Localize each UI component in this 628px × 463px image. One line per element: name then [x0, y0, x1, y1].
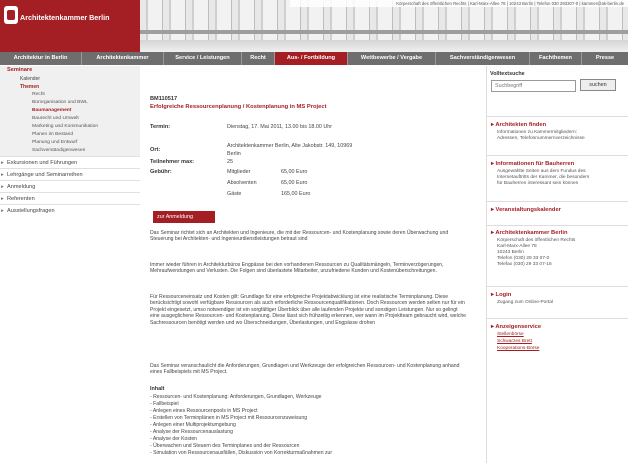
sidebar-themen[interactable]: Themen: [20, 84, 40, 90]
sidebar-ausstellungsfragen[interactable]: ▸ Ausstellungsfragen: [0, 204, 140, 216]
sidebar-topic-marketing[interactable]: Marketing und Kommunikation: [32, 124, 99, 129]
sidebar-topic-recht[interactable]: Recht: [32, 92, 45, 97]
inhalt-item: - Simulation von Ressourcenausfällen, Diskussion von Korrekturmaßnahmen zur: [150, 450, 333, 456]
box-bauherren: [487, 155, 628, 186]
sidebar-anmeldung[interactable]: ▸ Anmeldung: [0, 180, 140, 192]
box-text: Internetauftritts der Kammer, die besonders: [497, 175, 590, 180]
box-anzeigenservice: [487, 318, 628, 351]
termin-value: Dienstag, 17. Mai 2011, 13.00 bis 18.00 Uhr: [227, 124, 333, 130]
inhalt-heading: Inhalt: [150, 386, 165, 392]
anzeigenservice-link[interactable]: ▸ Anzeigenservice: [491, 324, 541, 330]
box-text: Adressen, Telefonnummernverzeichnisse: [497, 136, 585, 141]
box-veranstaltungskalender: [487, 201, 628, 213]
sidebar-referenten[interactable]: ▸ Referenten: [0, 192, 140, 204]
register-button[interactable]: zur Anmeldung: [153, 211, 215, 223]
header: [0, 0, 628, 52]
box-text: Körperschaft des öffentlichen Rechts: [497, 238, 576, 243]
ort-value-line1: Architektenkammer Berlin, Alte Jakobstr. 149, 10969: [227, 143, 353, 149]
seminar-title: Erfolgreiche Ressourcenplanung / Kostenplanung in MS Project: [150, 104, 327, 110]
left-sidebar: [0, 66, 140, 463]
box-text: Telefon (030) 29 33 07-0: [497, 256, 550, 261]
nav-recht[interactable]: Recht: [242, 52, 275, 65]
description-paragraph-1: Das Seminar richtet sich an Architekten und Ingenieure, die mit der Ressourcen- und Kostenplanung sowie deren Überwachung und Steuerung bei Architekten- und Ingenieurdienstleistungen betraut sind: [150, 230, 449, 243]
nav-presse[interactable]: Presse: [595, 55, 615, 61]
box-text: 10243 Berlin: [497, 250, 524, 255]
box-architekten-finden: [487, 116, 628, 141]
ort-value-line2: Berlin: [227, 151, 241, 157]
sidebar-seminare[interactable]: Seminare: [7, 67, 33, 73]
fee-group-absolventen: Absolventen: [227, 180, 257, 186]
sidebar-topic-baurecht[interactable]: Baurecht und Umwelt: [32, 116, 79, 121]
inhalt-item: - Überwachen und Steuern des Terminplanes und der Ressourcen: [150, 443, 300, 449]
nav-wettbewerbe-vergabe[interactable]: Wettbewerbe / Vergabe: [348, 52, 436, 65]
box-text: Ausgewählte Seiten aus dem Fundus des: [497, 169, 586, 174]
veranstaltungskalender-link[interactable]: ▸ Veranstaltungskalender: [491, 207, 561, 213]
box-text: Telefax (030) 29 33 07-16: [497, 262, 552, 267]
teilnehmer-label: Teilnehmer max:: [150, 159, 195, 165]
architekten-finden-link[interactable]: ▸ Architekten finden: [491, 122, 546, 128]
teilnehmer-value: 25: [227, 159, 233, 165]
fee-group-gaeste: Gäste: [227, 191, 242, 197]
sidebar-topic-sachverstaendigenwesen[interactable]: Sachverständigenwesen: [32, 148, 86, 153]
inhalt-item: - Anlegen einer Multiprojektumgebung: [150, 422, 236, 428]
bauherren-link[interactable]: ▸ Informationen für Bauherren: [491, 161, 574, 167]
search-heading: Volltextsuche: [490, 71, 525, 77]
inhalt-item: - Fallbeispiel: [150, 401, 179, 407]
description-paragraph-2: Immer wieder führen in Architekturbüros Engpässe bei den vorhandenen Ressourcen zu Qualitätsmängeln, Terminverzögerungen, Mehraufwendungen und Verlusten. Die Folgen sind überlastete Mitarbeiter, unzufriedene Kunden und Kostenüberschreitungen.: [150, 262, 444, 275]
nav-aus-fortbildung[interactable]: Aus- / Fortbildung: [275, 52, 348, 65]
search-input[interactable]: [491, 80, 576, 92]
nav-architektur-in-berlin[interactable]: Architektur in Berlin: [0, 52, 82, 65]
right-sidebar: [486, 66, 628, 463]
seminare-section: [0, 66, 140, 156]
inhalt-item: - Anlegen eines Ressourcenpools in MS Project: [150, 408, 258, 414]
header-photo-beam: [140, 30, 628, 34]
fee-group-mitglieder: Mitglieder: [227, 169, 251, 175]
nav-architektenkammer[interactable]: Architektenkammer: [82, 52, 164, 65]
sidebar-topic-buerorganisation[interactable]: Bürorganisation und BWL: [32, 100, 88, 105]
termin-label: Termin:: [150, 124, 171, 130]
inhalt-item: - Ressourcen- und Kostenplanung: Anforderungen, Grundlagen, Werkzeuge: [150, 394, 322, 400]
kammer-title[interactable]: ▸ Architektenkammer Berlin: [491, 230, 567, 236]
header-photo-floor: [140, 40, 628, 52]
ort-label: Ort:: [150, 147, 161, 153]
box-login: [487, 286, 628, 305]
sidebar-exkursionen[interactable]: ▸ Exkursionen und Führungen: [0, 156, 140, 168]
inhalt-item: - Erstellen von Terminplänen in MS Project mit Ressourcenzuweisung: [150, 415, 308, 421]
fee-price-gaeste: 165,00 Euro: [281, 191, 311, 197]
box-text: Karl-Marx-Allee 78: [497, 244, 537, 249]
sidebar-lehrgaenge[interactable]: ▸ Lehrgänge und Seminarreihen: [0, 168, 140, 180]
schwarzes-brett-link[interactable]: Schwarzes Brett: [497, 339, 532, 344]
nav-sachverstaendigenwesen[interactable]: Sachverständigenwesen: [436, 52, 530, 65]
sidebar-kalender[interactable]: Kalender: [20, 76, 41, 82]
main-content: [148, 66, 478, 463]
logo[interactable]: [0, 0, 140, 52]
inhalt-item: - Analyse der Ressourcenauslastung: [150, 429, 233, 435]
inhalt-item: - Analyse der Kosten: [150, 436, 198, 442]
description-paragraph-4: Das Seminar veranschaulicht die Anforderungen, Grundlagen und Werkzeuge der erfolgreichen Ressourcen- und Kostenplanung anhand eines Fallbeispiels mit MS Project.: [150, 363, 460, 376]
stellenboerse-link[interactable]: Stellenbörse: [497, 332, 524, 337]
logo-text: Architektenkammer Berlin: [20, 13, 110, 22]
main-navigation: [0, 52, 628, 65]
search-button[interactable]: suchen: [580, 79, 616, 91]
nav-fachthemen[interactable]: Fachthemen: [530, 52, 582, 65]
nav-service-leistungen[interactable]: Service / Leistungen: [164, 52, 242, 65]
box-text: Zugang zum Online-Portal: [497, 300, 553, 305]
box-kammer-adresse: [487, 225, 628, 267]
gebuehr-label: Gebühr:: [150, 169, 172, 175]
description-paragraph-3: Für Ressourceneinsatz und Kosten gilt: Grundlage für eine erfolgreiche Projektabwicklung ist eine realistische Terminplanung. Diese berücksichtigt sowohl verfügbare Ressourcen als auch erforderliche Ressourcenqualifikationen. Doch Ressourcen werden selten nur für ein Projekt eingesetzt, umso notwendiger ist ein sorgfältiger Überblick über alle laufenden Projekte und sonstigen Leistungen. Nur so gelingt eine ausgeglichene Ressourcen- und Kostenplanung. Diese lässt sich frühzeitig erkennen, wer wann im Projektteam gebraucht wird, welche Sachressourcen benötigt werden und wo Überschneidungen, Überlastungen, und Engpässe drohen: [150, 294, 466, 326]
top-contact-line: Körperschaft des öffentlichen Rechts | Karl-Marx-Allee 78 | 10243 Berlin | Telefon 030 293307-0 | kammer@ak-berlin.de: [290, 0, 628, 7]
fee-price-absolventen: 65,00 Euro: [281, 180, 308, 186]
box-text: Informationen zu Kammermitgliedern:: [497, 130, 577, 135]
sidebar-topic-planung-entwurf[interactable]: Planung und Entwurf: [32, 140, 78, 145]
kooperations-boerse-link[interactable]: Kooperations-Börse: [497, 346, 540, 351]
sidebar-topic-baumanagement[interactable]: Baumanagement: [32, 108, 72, 113]
sidebar-topic-planen-im-bestand[interactable]: Planen im Bestand: [32, 132, 74, 137]
seminar-code: BM110517: [150, 96, 178, 102]
fee-price-mitglieder: 65,00 Euro: [281, 169, 308, 175]
berlin-bear-icon: [4, 6, 18, 24]
box-text: für Bauherren interessant sein können: [497, 181, 579, 186]
login-link[interactable]: ▸ Login: [491, 292, 511, 298]
